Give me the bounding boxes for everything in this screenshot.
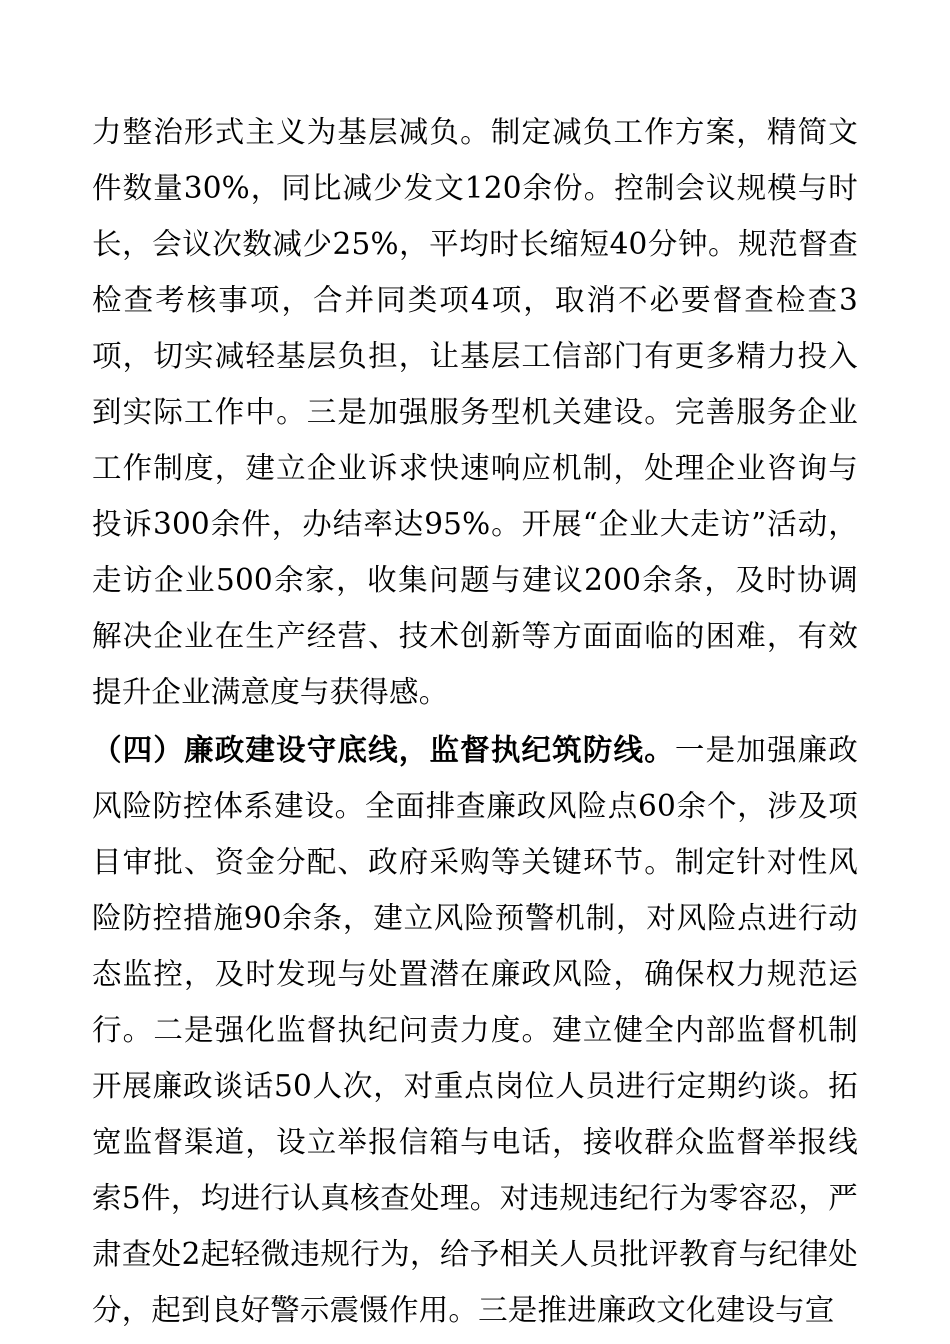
paragraph-section-four <box>92 722 858 1338</box>
section-heading-four: （四）廉政建设守底线，监督执纪筑防线。 <box>92 732 675 767</box>
document-body <box>92 104 858 1338</box>
paragraph-continuation <box>92 104 858 720</box>
paragraph-text: 一是加强廉政风险防控体系建设。全面排查廉政风险点60余个，涉及项目审批、资金分配、政府采购等关键环节。制定针对性风险防控措施90余条，建立风险预警机制，对风险点进行动态监控，及时发现与处置潜在廉政风险，确保权力规范运行。二是强化监督执纪问责力度。建立健全内部监督机制开展廉政谈话50人次，对重点岗位人员进行定期约谈。拓宽监督渠道，设立举报信箱与电话，接收群众监督举报线索5件，均进行认真核查处理。对违规违纪行为零容忍，严肃查处2起轻微违规行为，给予相关人员批评教育与纪律处分，起到良好警示震慑作用。三是推进廉政文化建设与宣 <box>92 733 858 1327</box>
paragraph-text: 力整治形式主义为基层减负。制定减负工作方案，精简文件数量30%，同比减少发文120余份。控制会议规模与时长，会议次数减少25%，平均时长缩短40分钟。规范督查检查考核事项，合并同类项4项，取消不必要督查检查3项，切实减轻基层负担，让基层工信部门有更多精力投入到实际工作中。三是加强服务型机关建设。完善服务企业工作制度，建立企业诉求快速响应机制，处理企业咨询与投诉300余件，办结率达95%。开展“企业大走访”活动，走访企业500余家，收集问题与建议200余条，及时协调解决企业在生产经营、技术创新等方面面临的困难，有效提升企业满意度与获得感。 <box>92 115 858 709</box>
